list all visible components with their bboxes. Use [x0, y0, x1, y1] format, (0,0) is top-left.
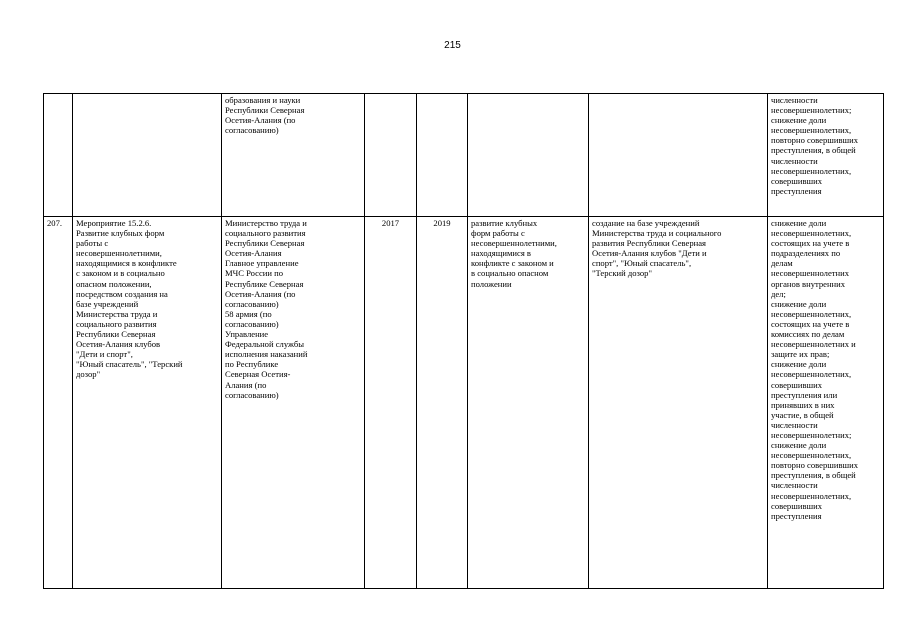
cell-line: повторно совершивших	[771, 460, 859, 471]
cell-line: дел;	[771, 288, 786, 299]
cell-line: 58 армия (по	[225, 308, 272, 319]
cell-line: Осетия-Алания (по	[225, 115, 296, 126]
cell-line: численности	[771, 155, 818, 166]
cell-line: создание на базе учреждений	[592, 218, 700, 228]
cell-line: снижение доли	[771, 440, 827, 451]
cell-line: "Юный спасатель", "Терский	[76, 359, 183, 370]
cell-line: согласованию)	[225, 389, 279, 400]
cell-line: образования и науки	[225, 95, 301, 105]
cell-line: "Терский дозор"	[592, 268, 652, 279]
cell-line: совершивших	[771, 175, 823, 186]
description-cell	[589, 217, 768, 589]
start-year-cell	[365, 94, 417, 217]
cell-line: снижение доли	[771, 218, 827, 228]
cell-line: совершивших	[771, 500, 823, 511]
cell-line: МЧС России по	[225, 268, 284, 279]
cell-line: Федеральной службы	[225, 339, 304, 350]
end-year-cell	[417, 217, 468, 589]
end-year-cell	[417, 94, 468, 217]
cell-line: Министерства труда и социального	[592, 228, 722, 239]
table-row	[44, 94, 884, 217]
measure-title-cell	[73, 217, 222, 589]
cell-line: работы с	[76, 238, 109, 249]
cell-line: 2017	[381, 218, 400, 228]
table-row	[44, 217, 884, 589]
cell-line: положении	[471, 278, 512, 289]
cell-line: находящимися в	[471, 248, 531, 259]
start-year-cell	[365, 217, 417, 589]
description-cell	[589, 94, 768, 217]
cell-line: несовершеннолетних;	[771, 429, 852, 440]
cell-line: Алания (по	[225, 379, 267, 390]
measures-table	[43, 93, 884, 589]
indicators-cell	[768, 217, 884, 589]
cell-line: несовершеннолетних	[771, 268, 850, 279]
cell-line: в социально опасном	[471, 268, 549, 279]
cell-line: снижение доли	[771, 115, 827, 126]
cell-line: согласованию)	[225, 298, 279, 309]
cell-line: форм работы с	[471, 228, 525, 239]
cell-line: преступления	[771, 510, 822, 521]
cell-line: делам	[771, 258, 793, 269]
cell-line: развития Республики Северная	[592, 238, 707, 249]
cell-line: несовершеннолетними,	[471, 238, 557, 249]
cell-line: несовершеннолетних,	[771, 308, 852, 319]
cell-line: несовершеннолетних,	[771, 490, 852, 501]
cell-line: несовершеннолетних,	[771, 450, 852, 461]
cell-line: Северная Осетия-	[225, 369, 291, 380]
cell-line: 2019	[433, 218, 451, 228]
cell-line: повторно совершивших	[771, 135, 859, 146]
cell-line: с законом и в социально	[76, 268, 165, 279]
row-number-cell	[44, 217, 73, 589]
cell-line: несовершеннолетних и	[771, 339, 856, 350]
expected-result-cell	[468, 94, 589, 217]
cell-line: спорт", "Юный спасатель",	[592, 258, 692, 269]
cell-line: преступления	[771, 185, 822, 196]
cell-line: несовершеннолетних,	[771, 369, 852, 380]
cell-line: согласованию)	[225, 318, 279, 329]
cell-line: преступления или	[771, 389, 838, 400]
cell-line: численности	[771, 419, 818, 430]
cell-line: согласованию)	[225, 125, 279, 136]
cell-line: 207.	[47, 218, 63, 228]
cell-line: Осетия-Алания (по	[225, 288, 296, 299]
cell-line: участие, в общей	[771, 409, 834, 420]
cell-line: подразделениях по	[771, 248, 841, 259]
cell-line: преступления, в общей	[771, 470, 856, 481]
cell-line: численности	[771, 95, 818, 105]
cell-line: Развитие клубных форм	[76, 228, 165, 239]
cell-line: базе учреждений	[76, 298, 139, 309]
cell-line: принявших в них	[771, 399, 835, 410]
cell-line: несовершеннолетними,	[76, 248, 162, 259]
cell-line: несовершеннолетних;	[771, 105, 852, 116]
cell-line: социального развития	[225, 228, 306, 239]
cell-line: развитие клубных	[471, 218, 538, 228]
cell-line: снижение доли	[771, 359, 827, 370]
cell-line: Осетия-Алания клубов "Дети и	[592, 248, 707, 259]
cell-line: снижение доли	[771, 298, 827, 309]
cell-line: Мероприятие 15.2.6.	[76, 218, 152, 228]
cell-line: состоящих на учете в	[771, 238, 850, 249]
indicators-cell	[768, 94, 884, 217]
cell-line: Министерство труда и	[225, 218, 307, 228]
cell-line: опасном положении,	[76, 278, 152, 289]
row-number-cell	[44, 94, 73, 217]
cell-line: несовершеннолетних,	[771, 125, 852, 136]
cell-line: посредством создания на	[76, 288, 168, 299]
cell-line: Осетия-Алания	[225, 248, 282, 259]
cell-line: Республики Северная	[76, 329, 156, 340]
cell-line: дозор"	[76, 369, 101, 380]
cell-line: Республики Северная	[225, 238, 305, 249]
cell-line: Министерства труда и	[76, 308, 158, 319]
cell-line: находящимися в конфликте	[76, 258, 177, 269]
cell-line: численности	[771, 480, 818, 491]
cell-line: Республики Северная	[225, 105, 305, 116]
expected-result-cell	[468, 217, 589, 589]
cell-line: защите их прав;	[771, 349, 830, 360]
page-number: 215	[444, 40, 461, 51]
table-body	[44, 94, 884, 589]
executors-cell	[222, 217, 365, 589]
cell-line: социального развития	[76, 318, 157, 329]
cell-line: Осетия-Алания клубов	[76, 339, 161, 350]
cell-line: Республике Северная	[225, 278, 304, 289]
cell-line: Управление	[225, 329, 269, 340]
cell-line: по Республике	[225, 359, 279, 370]
cell-line: несовершеннолетних,	[771, 165, 852, 176]
executors-cell	[222, 94, 365, 217]
cell-line: "Дети и спорт",	[76, 349, 133, 360]
cell-line: несовершеннолетних,	[771, 228, 852, 239]
measure-title-cell	[73, 94, 222, 217]
cell-line: преступления, в общей	[771, 145, 856, 156]
cell-line: Главное управление	[225, 258, 299, 269]
cell-line: совершивших	[771, 379, 823, 390]
cell-line: исполнения наказаний	[225, 349, 308, 360]
cell-line: конфликте с законом и	[471, 258, 554, 269]
cell-line: комиссиях по делам	[771, 329, 845, 340]
cell-line: состоящих на учете в	[771, 318, 850, 329]
cell-line: органов внутренних	[771, 278, 846, 289]
